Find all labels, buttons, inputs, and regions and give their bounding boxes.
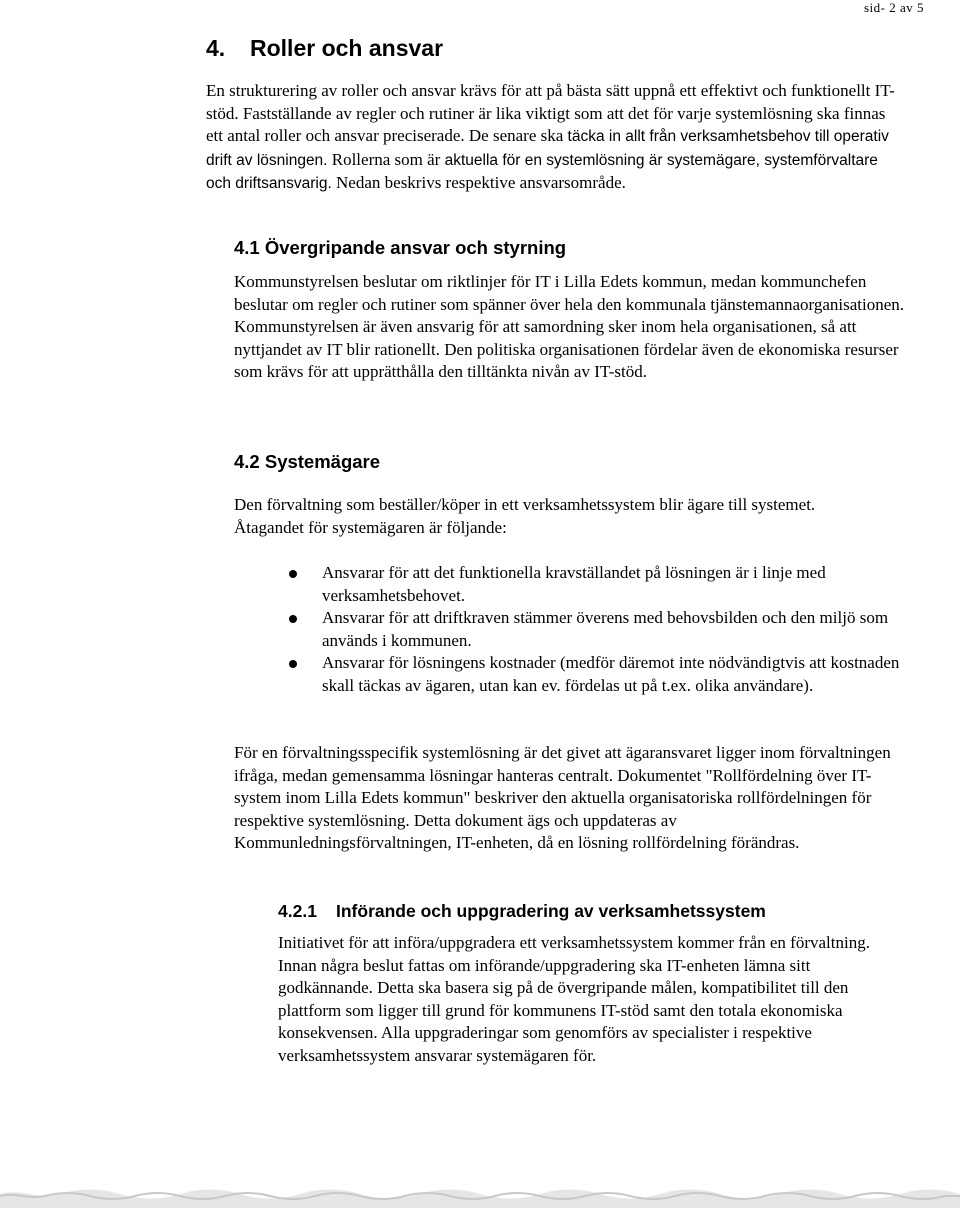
section-4-1-heading: 4.1 Övergripande ansvar och styrning (234, 237, 567, 258)
list-item-text: Ansvarar för lösningens kostnader (medför däremot inte nödvändigtvis att kostnaden skall täckas av ägaren, utan kan ev. fördelas ut på t.ex. olika användare). (322, 653, 900, 695)
list-item-text: Ansvarar för att det funktionella kravställandet på lösningen är i linje med verksamhetsbehovet. (322, 563, 826, 605)
intro-text-4: aktuella för en systemlösning är systemägare, systemförvaltare och driftsansvarig. (206, 151, 878, 192)
intro-text-3: Rollerna som är (327, 149, 445, 169)
intro-text-1: En strukturering av roller och ansvar krävs för att på bästa sätt uppnå ett effektivt och funktionellt IT-stöd. Fastställande av regler och rutiner är lika viktigt som att det för varje systemlösning ska finnas ett antal roller och ansvar preciserade. De senare ska (206, 81, 895, 145)
intro-text-2: täcka in allt från verksamhetsbehov till operativ drift av lösningen. (206, 128, 889, 169)
section-4-number: 4. (206, 35, 226, 61)
section-4-title: Roller och ansvar (250, 35, 444, 61)
section-4-2-1-number: 4.2.1 (278, 901, 317, 921)
footer-wave-decoration (0, 1184, 960, 1208)
section-4-2-1-paragraph: Initiativet för att införa/uppgradera ett verksamhetssystem kommer från en förvaltning. Innan några beslut fattas om införande/uppgradering ska IT-enheten lämna sitt godkännande. Detta ska basera sig på de övergripande målen, kompatibilitet till den plattform som ligger till grund för kommunens IT-stöd samt den totala ekonomiska konsekvensen. Alla uppgraderingar som genomförs av specialister i respektive verksamhetssystem ansvarar systemägaren för. (278, 933, 870, 1065)
systemowner-duties-list (234, 562, 914, 697)
intro-text-5: Nedan beskrivs respektive ansvarsområde. (331, 173, 626, 192)
section-4-2-heading: 4.2 Systemägare (234, 451, 381, 472)
list-item (234, 607, 914, 652)
section-4-2-paragraph-1: Den förvaltning som beställer/köper in ett verksamhetssystem blir ägare till systemet. Åtagandet för systemägaren är följande: (234, 495, 816, 537)
section-4-2-paragraph-2: För en förvaltningsspecifik systemlösning är det givet att ägaransvaret ligger inom förvaltningen ifråga, medan gemensamma lösningar hanteras centralt. Dokumentet "Rollfördelning över IT-system inom Lilla Edets kommun" beskriver den aktuella organisatoriska rollfördelningen för respektive systemlösning. Detta dokument ägs och uppdateras av Kommunledningsförvaltningen, IT-enheten, då en lösning rollfördelning förändras. (234, 743, 891, 852)
page-number: sid- 2 av 5 (863, 0, 924, 15)
bullet-icon (289, 570, 297, 578)
section-4-intro (206, 80, 896, 196)
section-4-1-paragraph: Kommunstyrelsen beslutar om riktlinjer för IT i Lilla Edets kommun, medan kommunchefen beslutar om regler och rutiner som spänner över hela den kommunala tjänstemannaorganisationen. Kommunstyrelsen är även ansvarig för att samordning sker inom hela organisationen, så att nyttjandet av IT blir rationellt. Den politiska organisationen fördelar även de ekonomiska resurser som krävs för att upprätthålla den tilltänkta nivån av IT-stöd. (234, 272, 905, 381)
section-4-heading (206, 33, 443, 63)
bullet-icon (289, 615, 297, 623)
bullet-icon (289, 660, 297, 668)
list-item (234, 562, 914, 607)
section-4-2-1-title: Införande och uppgradering av verksamhetssystem (336, 901, 766, 921)
section-4-2-1-heading (278, 899, 766, 923)
list-item (234, 652, 914, 697)
list-item-text: Ansvarar för att driftkraven stämmer överens med behovsbilden och den miljö som används i kommunen. (322, 608, 889, 650)
